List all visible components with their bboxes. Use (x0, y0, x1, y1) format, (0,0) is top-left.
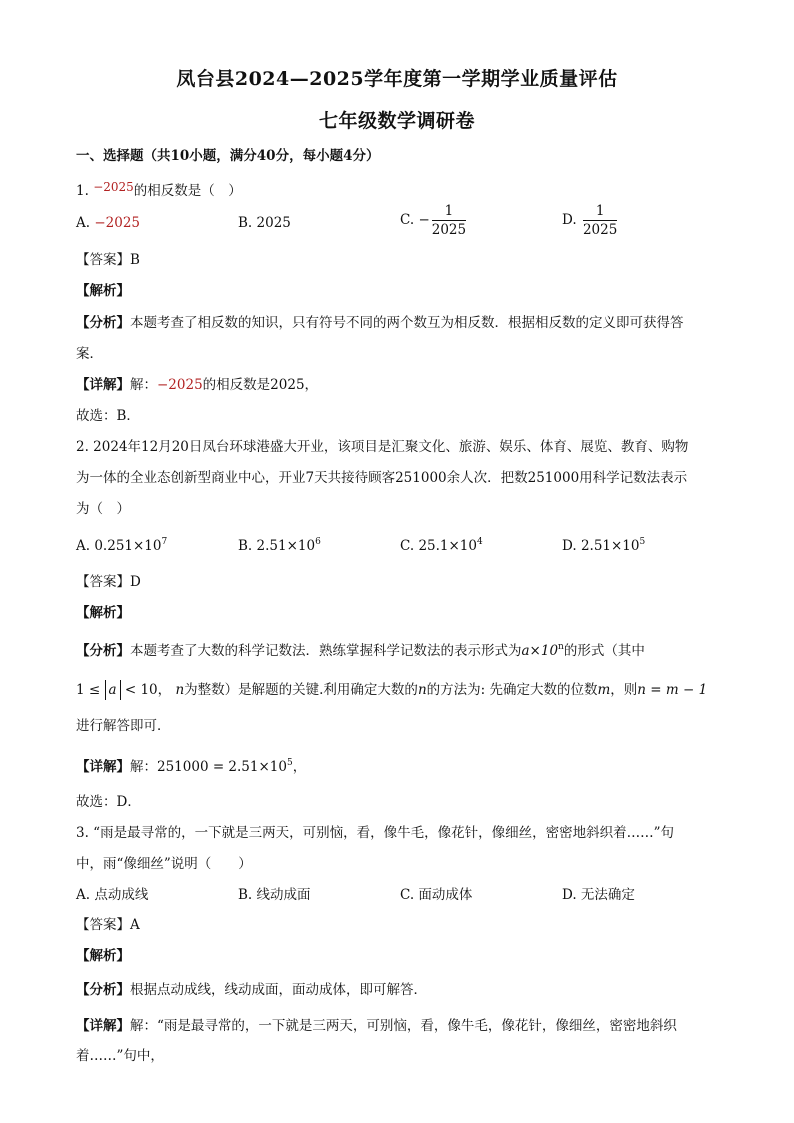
q1-option-b (238, 213, 291, 233)
q1-option-d-denominator: 2025 (582, 222, 618, 238)
q2-option-d-base: 2.51×10 (580, 538, 640, 554)
q3-stem-line1: 3. “雨是最寻常的，一下就是三两天，可别恼，看，像牛毛，像花针，像细丝，密密地斜织着……”句 (76, 825, 674, 841)
q2-option-a-label: A. (76, 538, 91, 554)
q2-detail-base: 251000 = 2.51×10 (157, 759, 287, 775)
q3-answer: 【答案】A (76, 917, 140, 933)
q2-option-a-base: 0.251×10 (94, 538, 162, 554)
q1-option-c (400, 202, 468, 239)
q2-option-a-exp: 7 (161, 537, 168, 547)
q2-analysis-heading: 【解析】 (76, 605, 130, 621)
q2-stem-line3: 为（ ） (76, 501, 130, 517)
q1-stem (76, 177, 242, 201)
q2-choose: 故选：D． (76, 794, 141, 810)
q1-option-c-fraction (432, 202, 466, 239)
q3-option-c: C. 面动成体 (400, 887, 473, 903)
q1-option-c-numerator: 1 (432, 202, 466, 221)
q1-answer: 【答案】B (76, 252, 140, 268)
q2-stem-line1: 2. 2024年12月20日凤台环球港盛大开业，该项目是汇聚文化、旅游、娱乐、体育、展览、教育、购物 (76, 439, 689, 455)
q1-detail-value: −2025 (157, 377, 203, 393)
q1-option-c-sign: − (418, 212, 430, 228)
q1-analysis-heading: 【解析】 (76, 283, 130, 299)
q3-detail-tag: 【详解】 (76, 1018, 130, 1034)
q3-stem-line2: 中，雨“像细丝”说明（ ） (76, 856, 252, 872)
q1-option-b-value: 2025 (256, 215, 291, 231)
q2-fenxi2-f: n = m − 1 (637, 682, 708, 698)
q3-option-a: A. 点动成线 (76, 887, 149, 903)
q2-fenxi-text-a: 本题考查了大数的科学记数法．熟练掌握科学记数法的表示形式为 (130, 643, 522, 659)
q2-option-b-label: B. (238, 538, 253, 554)
q2-fenxi-tag: 【分析】 (76, 643, 130, 659)
q1-fenxi-line1: 本题考查了相反数的知识，只有符号不同的两个数互为相反数．根据相反数的定义即可获得答 (130, 315, 684, 331)
q3-detail-text1: 解：“雨是最寻常的，一下就是三两天，可别恼，看，像牛毛，像花针，像细丝，密密地斜织 (130, 1018, 677, 1034)
q1-detail-pre: 解： (130, 377, 157, 393)
q1-option-c-denominator: 2025 (431, 222, 467, 238)
q2-fenxi2-m: m (597, 682, 611, 698)
q1-fenxi (76, 313, 684, 333)
q2-option-d-exp: 5 (639, 537, 646, 547)
q2-fenxi-line3: 进行解答即可． (76, 718, 171, 734)
q1-option-d-label: D. (562, 212, 577, 228)
q2-fenxi2-a: 1 ≤ (76, 682, 101, 698)
q2-detail-tag: 【详解】 (76, 759, 130, 775)
q2-detail-post: ， (292, 759, 307, 775)
q1-detail (76, 375, 318, 395)
q2-option-c-label: C. (400, 538, 415, 554)
q2-detail-pre: 解： (130, 759, 157, 775)
q3-fenxi-tag: 【分析】 (76, 982, 130, 998)
q2-fenxi2-n2: n (417, 682, 427, 698)
q3-fenxi (76, 980, 427, 1000)
q3-analysis-heading: 【解析】 (76, 948, 130, 964)
q1-option-b-label: B. (238, 215, 253, 231)
exam-title: 凤台县2024—2025学年度第一学期学业质量评估 (176, 68, 618, 90)
q3-option-b: B. 线动成面 (238, 887, 311, 903)
q2-option-c-exp: 4 (477, 537, 483, 547)
q1-option-a-value: −2025 (94, 215, 141, 231)
q2-option-c (400, 536, 483, 556)
q2-fenxi2-abs: a (105, 680, 121, 700)
q2-detail-exp: 5 (286, 758, 293, 768)
q2-stem-line2: 为一体的全业态创新型商业中心，开业7天共接待顾客251000余人次．把数251000用科学记数法表示 (76, 470, 688, 486)
q2-fenxi2-b: < 10， (124, 682, 172, 698)
q2-fenxi-line1 (76, 641, 645, 661)
q2-option-b (238, 536, 321, 556)
q3-detail-line2: 着……”句中， (76, 1048, 164, 1064)
q2-fenxi2-d: 的方法为: 先确定大数的位数 (426, 682, 598, 698)
q2-answer: 【答案】D (76, 574, 141, 590)
q1-number: 1. (76, 183, 89, 199)
q2-fenxi2-n: n (175, 682, 185, 698)
q1-detail-tag: 【详解】 (76, 377, 130, 393)
q3-option-d: D. 无法确定 (562, 887, 635, 903)
q2-fenxi-formula-exp: n (558, 642, 564, 652)
q2-option-d (562, 536, 645, 556)
q2-detail (76, 757, 306, 777)
q2-fenxi2-c: 为整数）是解题的关键.利用确定大数的 (184, 682, 418, 698)
q1-text: 的相反数是（ ） (133, 183, 242, 199)
q1-option-a-label: A. (76, 215, 91, 231)
q2-fenxi2-e: ，则 (610, 682, 638, 698)
q2-option-b-exp: 6 (315, 537, 321, 547)
q1-value: −2025 (93, 180, 134, 194)
q1-option-a (76, 213, 140, 233)
q2-option-c-base: 25.1×10 (418, 538, 477, 554)
section-heading: 一、选择题（共10小题，满分40分，每小题4分） (76, 148, 380, 164)
q2-option-d-label: D. (562, 538, 577, 554)
q2-fenxi-formula: a×10 (521, 643, 559, 659)
exam-subtitle: 七年级数学调研卷 (318, 110, 475, 132)
q2-fenxi-line2 (76, 680, 707, 700)
q1-fenxi-tag: 【分析】 (76, 315, 130, 331)
q3-fenxi-text: 根据点动成线，线动成面，面动成体，即可解答． (130, 982, 427, 998)
q1-detail-post: 的相反数是2025， (202, 377, 319, 393)
q1-fenxi-line2: 案． (76, 346, 103, 362)
q3-detail-line1 (76, 1016, 677, 1036)
q1-option-d-fraction (583, 202, 617, 239)
q1-option-d (562, 202, 619, 239)
q2-fenxi-text-c: 的形式（其中 (563, 643, 645, 659)
q1-option-c-label: C. (400, 212, 415, 228)
q2-option-a (76, 536, 167, 556)
q1-choose: 故选：B． (76, 408, 140, 424)
q1-option-d-numerator: 1 (583, 202, 617, 221)
q2-option-b-base: 2.51×10 (256, 538, 316, 554)
